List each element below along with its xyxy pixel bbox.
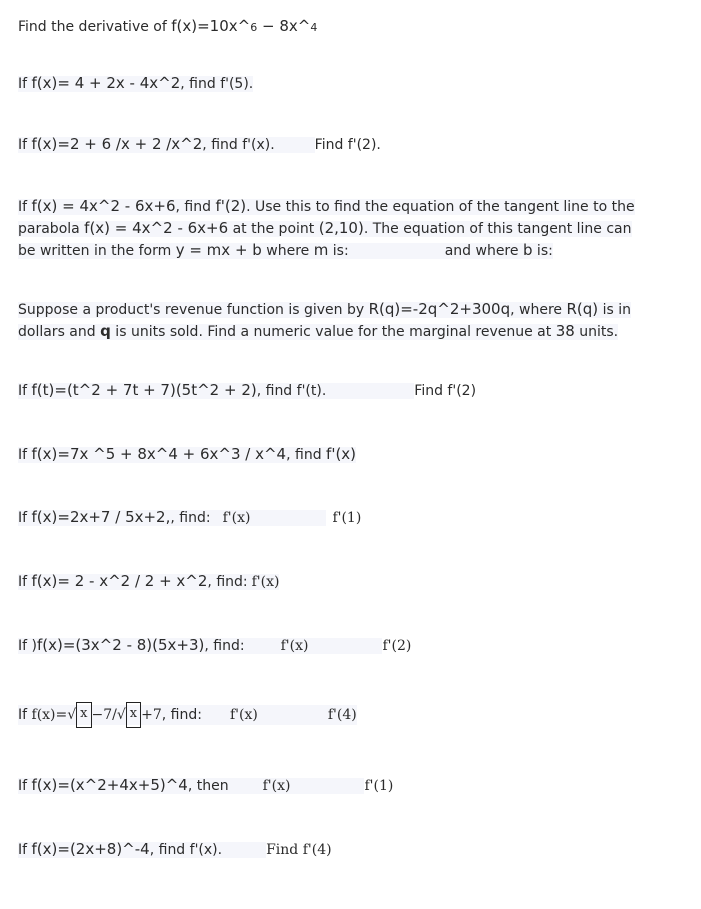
q7-suffix: , find	[286, 447, 327, 463]
q11-function-part-1: f(x)=√	[31, 707, 77, 723]
q6-second-part: Find f'(2)	[414, 383, 477, 399]
q6-function: f(t)=(t^2 + 7t + 7)(5t^2 + 2)	[31, 381, 257, 399]
q7-prefix: If	[18, 447, 32, 463]
q2-function: f(x)= 4 + 2x - 4x^2	[31, 74, 181, 92]
q8-suffix: , find:	[170, 510, 211, 526]
q1-function: f(x)=10x^	[171, 17, 251, 35]
q12-function: f(x)=(x^2+4x+5)^4	[31, 776, 188, 794]
q4-text-2: , find	[175, 199, 216, 215]
q8-function: f(x)=2x+7 / 5x+2,	[31, 508, 171, 526]
question-4	[18, 196, 638, 262]
q11-derivative-4: f'(4)	[327, 707, 357, 723]
q5-text-1: Suppose a product's revenue function is given by	[18, 302, 369, 318]
q11-radicand-box-1: x	[76, 702, 91, 728]
q3-prefix: If	[18, 137, 32, 153]
q6-suffix: , find f'(t).	[256, 383, 327, 399]
q12-suffix: , then	[187, 778, 229, 794]
q3-function: f(x)=2 + 6 /x + 2 /x^2	[31, 135, 203, 153]
q2-prefix: If	[18, 76, 32, 92]
q4-b: b	[522, 241, 533, 259]
q11-derivative-x: f'(x)	[229, 707, 258, 723]
q11-function-part-3: +7	[141, 707, 162, 723]
q11-prefix: If	[18, 707, 32, 723]
q4-text-9: is:	[532, 243, 553, 259]
q5-text-3: is in dollars and	[18, 302, 631, 340]
q13-function: f(x)=(2x+8)^-4	[31, 840, 150, 858]
q4-m: m	[313, 241, 329, 259]
q6-prefix: If	[18, 383, 32, 399]
q9-prefix: If	[18, 574, 32, 590]
q9-derivative-x: f'(x)	[251, 574, 280, 590]
question-11	[18, 702, 357, 728]
q4-function-2: f(x) = 4x^2 - 6x+6	[84, 219, 229, 237]
question-8	[18, 507, 361, 529]
q5-text-2: , where	[510, 302, 567, 318]
q11-radicand-box-2: x	[126, 702, 141, 728]
question-6	[18, 380, 476, 402]
q5-revenue-function: R(q)=-2q^2+300q	[368, 300, 511, 318]
question-10	[18, 635, 411, 657]
q5-units-value: 38	[555, 322, 575, 340]
q2-suffix: , find f'(5).	[180, 76, 254, 92]
q1-exponent-1: 6	[250, 21, 258, 34]
q10-function: f(x)=(3x^2 - 8)(5x+3)	[36, 636, 205, 654]
q8-derivative-1: f'(1)	[332, 510, 362, 526]
question-7	[18, 444, 356, 466]
q4-text-5: . The equation of this tangent line can be written in the form	[18, 221, 632, 259]
q4-text-1: If	[18, 199, 32, 215]
q4-text-4: at the point	[228, 221, 319, 237]
q4-function-1: f(x) = 4x^2 - 6x+6	[31, 197, 176, 215]
q4-text-8: and where	[444, 243, 523, 259]
q8-derivative-x: f'(x)	[222, 510, 251, 526]
q4-text-7: is:	[328, 243, 349, 259]
question-1	[18, 16, 317, 38]
q4-point: (2,10)	[318, 219, 364, 237]
q5-r-of-q: R(q)	[566, 300, 599, 318]
question-9	[18, 571, 279, 593]
q5-text-4: is units sold. Find a numeric value for the marginal revenue at	[110, 324, 556, 340]
question-2	[18, 73, 253, 95]
question-13	[18, 839, 332, 861]
question-5	[18, 299, 638, 343]
q5-text-5: units.	[574, 324, 619, 340]
q12-derivative-1: f'(1)	[364, 778, 394, 794]
q10-derivative-2: f'(2)	[382, 638, 412, 654]
q10-derivative-x: f'(x)	[280, 638, 309, 654]
q4-derivative-point: f'(2)	[215, 197, 247, 215]
q5-q: q	[100, 322, 111, 340]
q11-function-part-2: −7/√	[91, 707, 126, 723]
q4-text-3: . Use this to find the equation of the tangent line to the parabola	[18, 199, 635, 237]
q1-minus-term: − 8x^	[257, 17, 311, 35]
q13-prefix: If	[18, 842, 32, 858]
q9-suffix: , find:	[207, 574, 248, 590]
q13-second-part: Find f'(4)	[266, 842, 332, 858]
q11-suffix: , find:	[161, 707, 202, 723]
q7-function: f(x)=7x ^5 + 8x^4 + 6x^3 / x^4	[31, 445, 287, 463]
q1-prefix: Find the derivative of	[18, 19, 172, 35]
question-3	[18, 134, 381, 156]
q1-exponent-2: 4	[310, 21, 318, 34]
q10-prefix: If )	[18, 638, 37, 654]
q7-derivative: f'(x)	[326, 445, 357, 463]
q3-second-part: Find f'(2).	[314, 137, 381, 153]
q13-suffix: , find f'(x).	[149, 842, 223, 858]
q9-function: f(x)= 2 - x^2 / 2 + x^2	[31, 572, 208, 590]
q3-suffix: , find f'(x).	[202, 137, 275, 153]
q4-text-6: where	[261, 243, 314, 259]
q8-prefix: If	[18, 510, 32, 526]
q12-derivative-x: f'(x)	[262, 778, 291, 794]
question-12	[18, 775, 393, 797]
q10-suffix: , find:	[204, 638, 245, 654]
q12-prefix: If	[18, 778, 32, 794]
q4-line-form: y = mx + b	[175, 241, 262, 259]
